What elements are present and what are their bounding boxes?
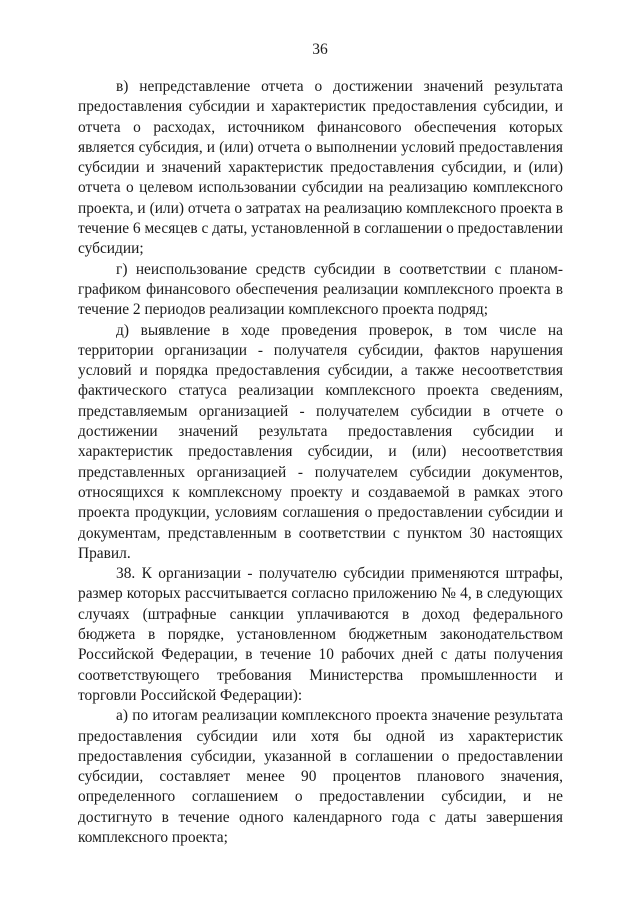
document-body (78, 77, 563, 848)
paragraph-d: д) выявление в ходе проведения проверок, в том числе на территории организации - получателя субсидии, фактов нарушения условий и порядка предоставления субсидии, а также несоответствия фактического статуса реализации комплексного проекта сведениям, представляемым организацией - получателем субсидии в отчете о достижении значений результата предоставления субсидии и характеристик предоставления субсидии, и (или) несоответствия представленных организацией - получателем субсидии документов, относящихся к комплексному проекту и создаваемой в рамках этого проекта продукции, условиям соглашения о предоставлении субсидии и документам, представленным в соответствии с пунктом 30 настоящих Правил. (78, 321, 563, 562)
page-number: 36 (312, 41, 328, 58)
paragraph-a: а) по итогам реализации комплексного проекта значение результата предоставления субсидии или хотя бы одной из характеристик предоставления субсидии, указанной в соглашении о предоставлении субсидии, составляет менее 90 процентов планового значения, определенного соглашением о предоставлении субсидии, и не достигнуто в течение одного календарного года с даты завершения комплексного проекта; (78, 707, 563, 846)
paragraph-v: в) непредставление отчета о достижении значений результата предоставления субсидии и характеристик предоставления субсидии, и отчета о расходах, источником финансового обеспечения которых является субсидия, и (или) отчета о выполнении условий предоставления субсидии и значений характеристик предоставления субсидии, и (или) отчета о целевом использовании субсидии на реализацию комплексного проекта, и (или) отчета о затратах на реализацию комплексного проекта в течение 6 месяцев с даты, установленной в соглашении о предоставлении субсидии; (78, 78, 564, 258)
paragraph-g: г) неиспользование средств субсидии в соответствии с планом-графиком финансового обеспечения реализации комплексного проекта в течение 2 периодов реализации комплексного проекта подряд; (78, 260, 563, 319)
paragraph-38: 38. К организации - получателю субсидии применяются штрафы, размер которых рассчитывается согласно приложению № 4, в следующих случаях (штрафные санкции уплачиваются в доход федерального бюджета в порядке, установленном бюджетным законодательством Российской Федерации, в течение 10 рабочих дней с даты получения соответствующего требования Министерства промышленности и торговли Российской Федерации): (78, 565, 563, 704)
